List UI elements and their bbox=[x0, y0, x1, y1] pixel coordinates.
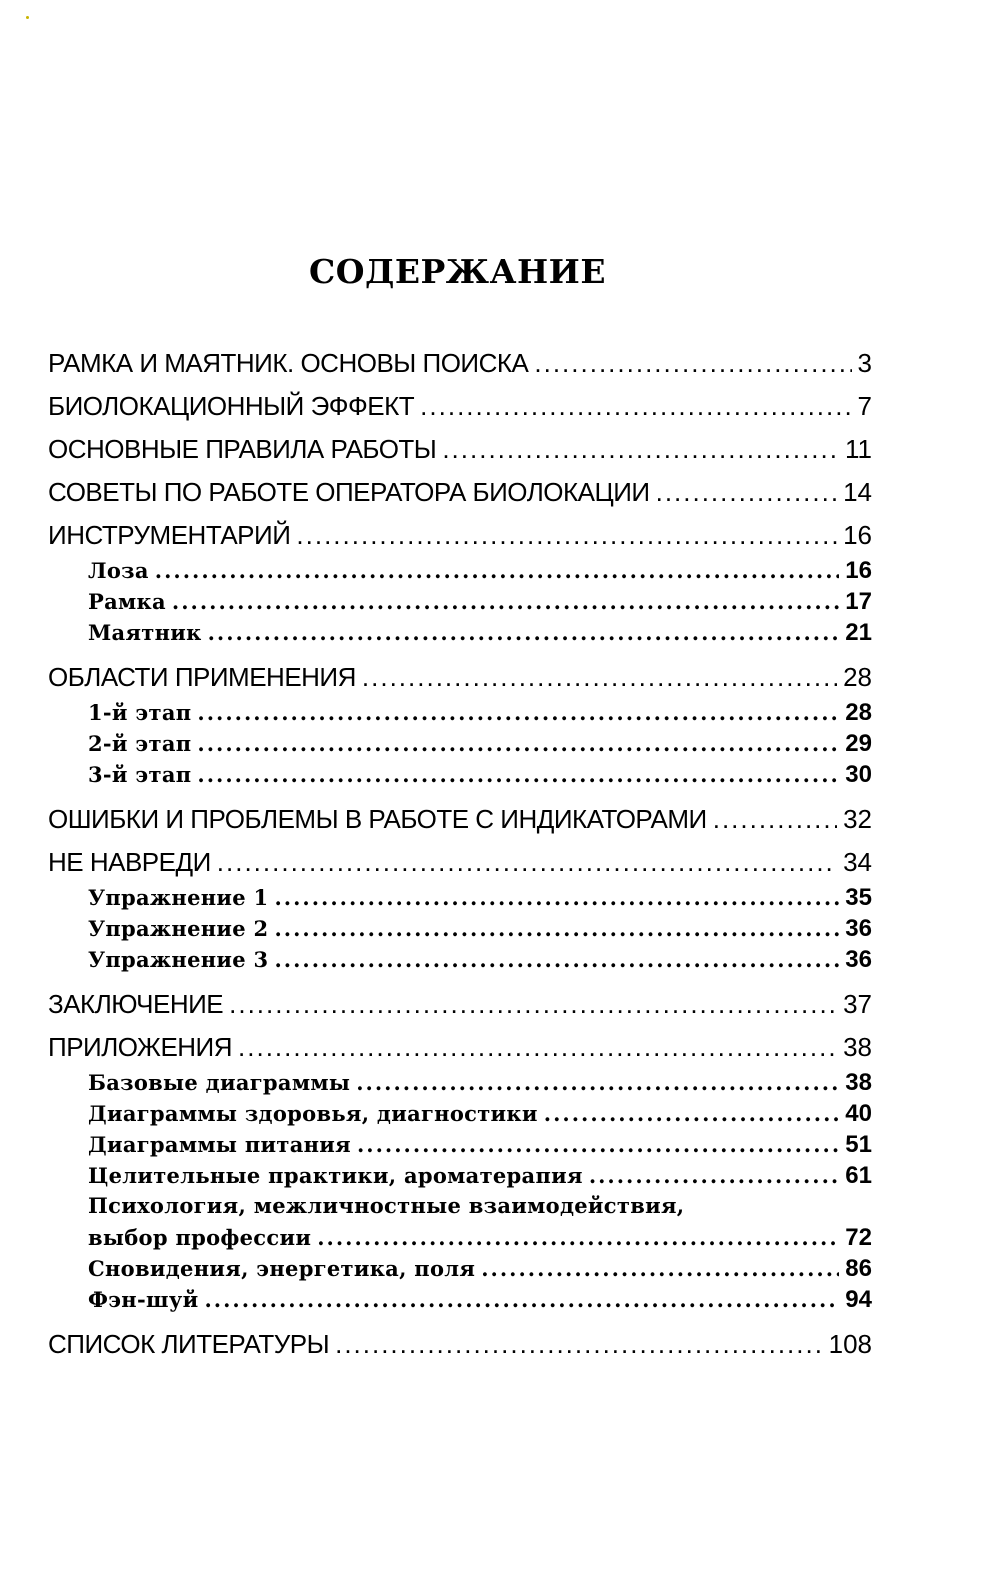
toc-entry-page: 34 bbox=[843, 847, 872, 877]
dot-leader bbox=[274, 947, 839, 972]
toc-entry-label: ОШИБКИ И ПРОБЛЕМЫ В РАБОТЕ С ИНДИКАТОРАМИ bbox=[48, 804, 707, 834]
toc-subentry[interactable] bbox=[48, 946, 872, 977]
dot-leader bbox=[713, 804, 837, 835]
dot-leader bbox=[544, 1101, 840, 1126]
dot-leader bbox=[229, 989, 837, 1020]
toc-entry-page: 7 bbox=[857, 391, 872, 421]
toc-subentry-label: Упражнение 2 bbox=[88, 916, 269, 941]
toc-subentry[interactable] bbox=[48, 588, 872, 619]
toc-entry[interactable] bbox=[48, 428, 872, 471]
toc-subentry-page: 72 bbox=[845, 1224, 872, 1251]
toc-subentry-label: Диаграммы здоровья, диагностики bbox=[88, 1101, 538, 1126]
toc-entry-label: ПРИЛОЖЕНИЯ bbox=[48, 1032, 233, 1062]
toc-subentry-page: 94 bbox=[845, 1286, 872, 1313]
dot-leader bbox=[317, 1225, 839, 1250]
toc-entry[interactable] bbox=[48, 656, 872, 699]
toc-subentry-label: Упражнение 1 bbox=[88, 885, 269, 910]
toc-subentry-page: 29 bbox=[845, 730, 872, 757]
toc-subentry-label: Целительные практики, ароматерапия bbox=[88, 1163, 583, 1188]
toc-entry[interactable] bbox=[48, 471, 872, 514]
toc-entry[interactable] bbox=[48, 841, 872, 884]
toc-subentry-page: 36 bbox=[845, 915, 872, 942]
toc-subentry[interactable] bbox=[48, 761, 872, 792]
toc-subentry-page: 28 bbox=[845, 699, 872, 726]
toc-entry[interactable] bbox=[48, 514, 872, 557]
toc-entry[interactable] bbox=[48, 1026, 872, 1069]
toc-subentry-page: 21 bbox=[845, 619, 872, 646]
dot-leader bbox=[197, 731, 839, 756]
toc-subentry-page: 61 bbox=[845, 1162, 872, 1189]
toc-subentry[interactable] bbox=[48, 699, 872, 730]
toc-subentry-page: 40 bbox=[845, 1100, 872, 1127]
toc-subentry-label: 3-й этап bbox=[88, 762, 192, 787]
dot-leader bbox=[296, 520, 837, 551]
toc-entry-page: 38 bbox=[843, 1032, 872, 1062]
toc-subentry[interactable] bbox=[48, 619, 872, 650]
dot-leader bbox=[656, 477, 837, 508]
toc-subentry[interactable] bbox=[48, 1286, 872, 1317]
toc-entry-label: ОБЛАСТИ ПРИМЕНЕНИЯ bbox=[48, 662, 356, 692]
toc-entry-label: ЗАКЛЮЧЕНИЕ bbox=[48, 989, 224, 1019]
toc-entry-page: 3 bbox=[857, 348, 872, 378]
toc-subentry[interactable] bbox=[48, 915, 872, 946]
toc-entry[interactable] bbox=[48, 342, 872, 385]
dot-leader bbox=[274, 916, 839, 941]
dot-leader bbox=[362, 662, 837, 693]
dot-leader bbox=[589, 1163, 839, 1188]
toc-entry-page: 37 bbox=[843, 989, 872, 1019]
toc-subentry-page: 17 bbox=[845, 588, 872, 615]
page-title: СОДЕРЖАНИЕ bbox=[308, 252, 606, 291]
toc-entry-page: 28 bbox=[843, 662, 872, 692]
toc-subentry-label: Рамка bbox=[88, 589, 166, 614]
toc-subentry-page: 38 bbox=[845, 1069, 872, 1096]
dot-leader bbox=[274, 885, 839, 910]
toc-subentry-page: 86 bbox=[845, 1255, 872, 1282]
toc-entry-label: СОВЕТЫ ПО РАБОТЕ ОПЕРАТОРА БИОЛОКАЦИИ bbox=[48, 477, 650, 507]
dot-leader bbox=[172, 589, 839, 614]
dot-leader bbox=[155, 558, 840, 583]
toc-entry-label: БИОЛОКАЦИОННЫЙ ЭФФЕКТ bbox=[48, 391, 415, 421]
dot-leader bbox=[442, 434, 839, 465]
dot-leader bbox=[335, 1329, 823, 1360]
toc-subentry-page: 16 bbox=[845, 557, 872, 584]
toc-subentry-label: 1-й этап bbox=[88, 700, 192, 725]
toc-subentry[interactable] bbox=[48, 1255, 872, 1286]
toc-entry-page: 32 bbox=[843, 804, 872, 834]
dot-leader bbox=[357, 1132, 839, 1157]
toc-subentry[interactable] bbox=[48, 1131, 872, 1162]
dot-leader bbox=[217, 847, 837, 878]
dot-leader bbox=[197, 762, 839, 787]
dot-leader bbox=[534, 348, 851, 379]
toc-entry[interactable] bbox=[48, 983, 872, 1026]
toc-subentry[interactable] bbox=[48, 1162, 872, 1193]
toc-subentry-label: выбор профессии bbox=[88, 1225, 312, 1250]
toc-subentry-label: Диаграммы питания bbox=[88, 1132, 351, 1157]
toc-subentry-page: 30 bbox=[845, 761, 872, 788]
dot-leader bbox=[481, 1256, 839, 1281]
dot-leader bbox=[204, 1287, 839, 1312]
toc-entry-label: ОСНОВНЫЕ ПРАВИЛА РАБОТЫ bbox=[48, 434, 437, 464]
dot-leader bbox=[238, 1032, 837, 1063]
toc-subentry[interactable] bbox=[48, 1069, 872, 1100]
toc-entry-page: 108 bbox=[828, 1329, 872, 1359]
toc-subentry[interactable] bbox=[48, 884, 872, 915]
toc-subentry-page: 51 bbox=[845, 1131, 872, 1158]
toc-subentry-label: 2-й этап bbox=[88, 731, 192, 756]
toc-subentry[interactable] bbox=[48, 557, 872, 588]
toc-entry[interactable] bbox=[48, 385, 872, 428]
table-of-contents bbox=[48, 342, 872, 1366]
toc-entry[interactable] bbox=[48, 1323, 872, 1366]
toc-entry-page: 14 bbox=[843, 477, 872, 507]
toc-subentry-label: Базовые диаграммы bbox=[88, 1070, 351, 1095]
toc-subentry[interactable] bbox=[48, 730, 872, 761]
toc-subentry-label: Маятник bbox=[88, 620, 202, 645]
toc-entry[interactable] bbox=[48, 798, 872, 841]
toc-entry-label: ИНСТРУМЕНТАРИЙ bbox=[48, 520, 291, 550]
toc-subentry-label: Фэн-шуй bbox=[88, 1287, 199, 1312]
toc-entry-page: 16 bbox=[843, 520, 872, 550]
dot-leader bbox=[208, 620, 840, 645]
toc-subentry-label: Упражнение 3 bbox=[88, 947, 269, 972]
toc-subentry-first-line: Психология, межличностные взаимодействия, bbox=[88, 1193, 685, 1218]
toc-entry-page: 11 bbox=[845, 434, 872, 464]
toc-subentry-label: Сновидения, энергетика, поля bbox=[88, 1256, 476, 1281]
scan-speck bbox=[26, 16, 29, 19]
toc-entry-label: НЕ НАВРЕДИ bbox=[48, 847, 211, 877]
toc-subentry-page: 35 bbox=[845, 884, 872, 911]
dot-leader bbox=[420, 391, 851, 422]
toc-subentry-page: 36 bbox=[845, 946, 872, 973]
toc-subentry-label: Лоза bbox=[88, 558, 149, 583]
toc-subentry[interactable] bbox=[48, 1224, 872, 1255]
toc-subentry[interactable] bbox=[48, 1100, 872, 1131]
toc-entry-label: СПИСОК ЛИТЕРАТУРЫ bbox=[48, 1329, 330, 1359]
toc-entry-label: РАМКА И МАЯТНИК. ОСНОВЫ ПОИСКА bbox=[48, 348, 529, 378]
dot-leader bbox=[356, 1070, 839, 1095]
dot-leader bbox=[197, 700, 839, 725]
